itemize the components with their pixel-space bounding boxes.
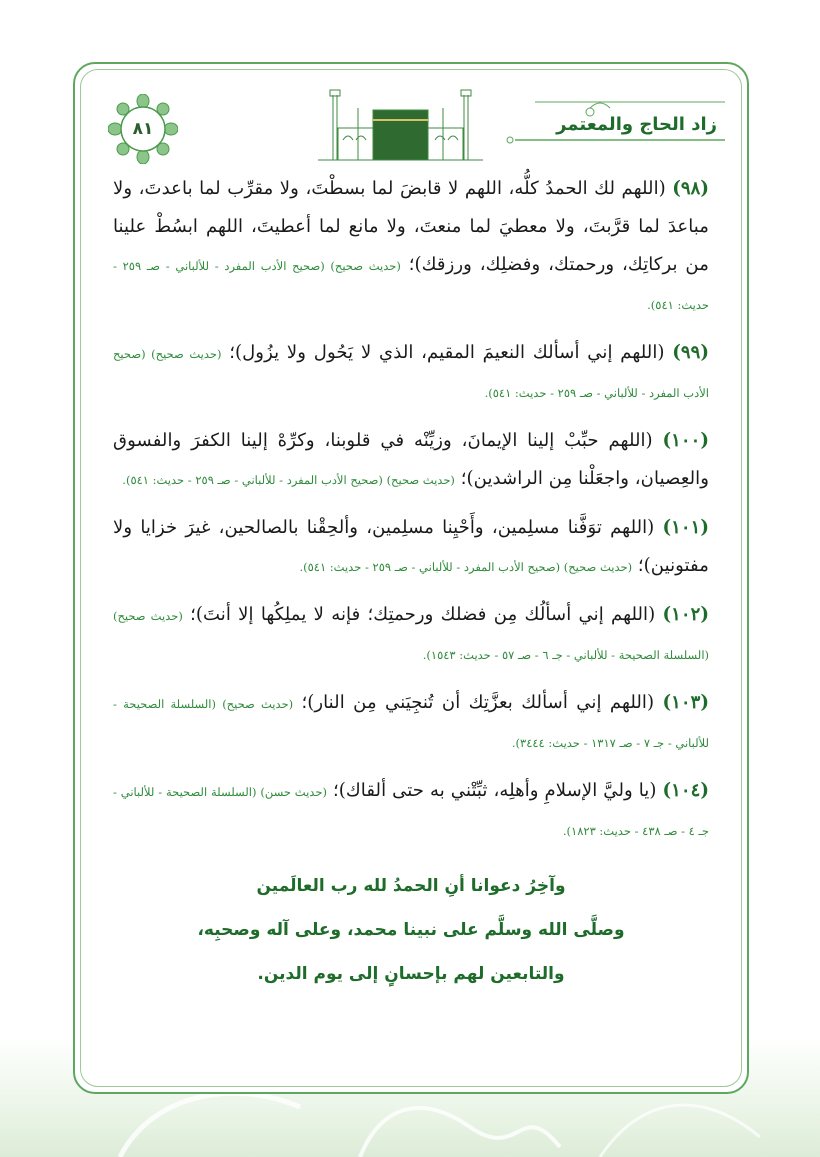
kaaba-illustration-icon [318,80,483,162]
page-header [75,64,747,154]
entry-text: (اللهم إني أسألُك مِن فضلك ورحمتِك؛ فإنه لا يملِكُها إلا أنتَ)؛ [190,604,656,625]
closing-prayer [113,864,709,996]
entry-text: (اللهم لك الحمدُ كلُّه، اللهم لا قابضَ لما بسطْتَ، ولا مقرِّب لما باعدتَ، ولا مباعدَ لما قرَّبتَ، ولا معطيَ لما منعتَ، ولا مانع لما أعطيتَ، اللهم ابسُطْ علينا من بركاتِك، ورحمتك، وفضلِك، ورزقك)؛ [113,178,709,275]
entry-reference: (حديث صحيح) (السلسلة الصحيحة - للألباني - جـ ٧ - صـ ١٣١٧ - حديث: ٣٤٤٤). [113,697,709,750]
entry-number: (٩٩) [672,342,709,363]
supplication-103 [113,684,709,762]
entry-reference: (حديث صحيح) (صحيح الأدب المفرد - للألباني - صـ ٢٥٩ - حديث: ٥٤١). [113,347,709,400]
entry-reference: (حديث صحيح) (صحيح الأدب المفرد - للألباني - صـ ٢٥٩ - حديث: ٥٤١). [113,259,709,312]
supplication-104 [113,772,709,850]
supplication-102 [113,596,709,674]
book-title: زاد الحاج والمعتمر [556,114,717,135]
entry-reference: (حديث صحيح) (صحيح الأدب المفرد - للألباني - صـ ٢٥٩ - حديث: ٥٤١). [122,473,455,487]
closing-line-3: والتابعين لهم بإحسانٍ إلى يوم الدين. [257,964,565,984]
entry-text: (اللهم إني أسألك النعيمَ المقيم، الذي لا يَحُول ولا يزُول)؛ [229,342,665,363]
entry-number: (١٠٤) [662,780,709,801]
page-number: ٨١ [132,119,154,139]
supplication-101 [113,509,709,586]
entry-text: (اللهم إني أسألك بعزَّتِك أن تُنجِيَني مِن النار)؛ [301,692,655,713]
supplication-99 [113,334,709,412]
page-frame [73,62,749,1094]
entry-number: (١٠٣) [662,692,709,713]
entry-text: (يا وليَّ الإسلامِ وأهلِه، ثبِّتْني به حتى ألقاك)؛ [332,780,657,801]
entry-reference: (حديث صحيح) (السلسلة الصحيحة - للألباني - جـ ٦ - صـ ٥٧ - حديث: ١٥٤٣). [113,609,709,662]
supplications-list [113,170,709,996]
page-number-badge [108,94,178,164]
closing-line-1: وآخِرُ دعوانا أنِ الحمدُ لله رب العالَمين [256,876,566,896]
entry-text: (اللهم توَفَّنا مسلِمين، وأَحْيِنا مسلِمين، وألحِقْنا بالصالحين، غيرَ خزايا ولا مفتونين)؛ [113,517,709,576]
entry-number: (٩٨) [672,178,709,199]
entry-reference: (حديث صحيح) (صحيح الأدب المفرد - للألباني - صـ ٢٥٩ - حديث: ٥٤١). [299,560,633,574]
entry-reference: (حديث حسن) (السلسلة الصحيحة - للألباني - جـ ٤ - صـ ٤٣٨ - حديث: ١٨٢٣). [113,785,709,838]
entry-text: (اللهم حبِّبْ إلينا الإيمانَ، وزيِّنْه في قلوبنا، وكرِّهْ إلينا الكفرَ والفسوق والعِصيان، واجعَلْنا مِن الراشدين)؛ [113,430,709,489]
supplication-100 [113,422,709,499]
supplication-98 [113,170,709,324]
entry-number: (١٠٠) [662,430,709,451]
closing-line-2: وصلَّى الله وسلَّم على نبينا محمد، وعلى آله وصحبِه، [197,920,625,940]
entry-number: (١٠٢) [662,604,709,625]
entry-number: (١٠١) [662,517,709,538]
